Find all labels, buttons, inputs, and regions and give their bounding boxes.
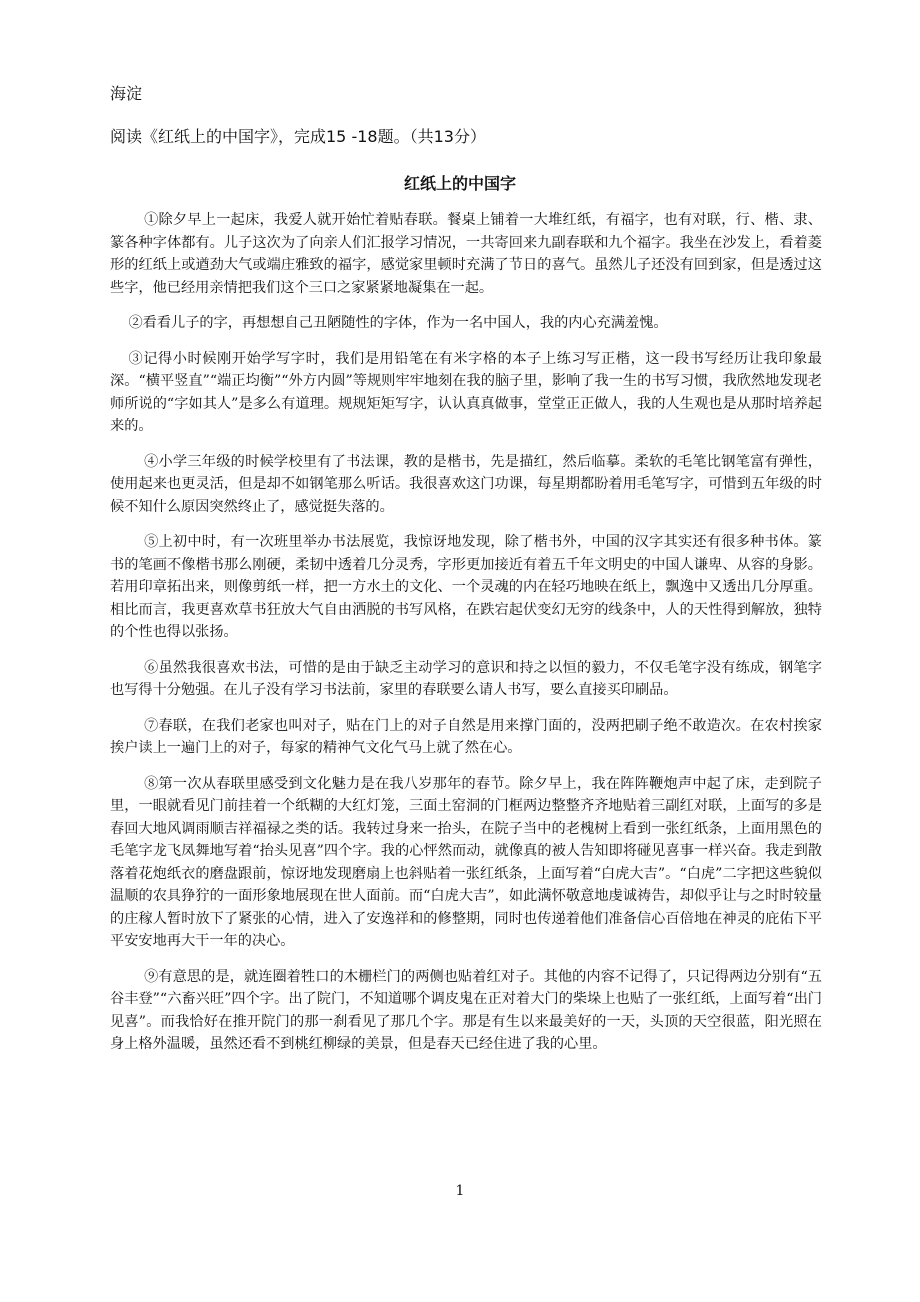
paragraph-9: ⑨有意思的是，就连圈着牲口的木栅栏门的两侧也贴着红对子。其他的内容不记得了，只记得两边分别有“五谷丰登”“六畜兴旺”四个字。出了院门，不知道哪个调皮鬼在正对着大门的柴垛上也贴了一张红纸，上面写着“出门见喜”。而我恰好在推开院门的那一刹看见了那几个字。那是有生以来最美好的一天，头顶的天空很蓝，阳光照在身上格外温暖，虽然还看不到桃红柳绿的美景，但是春天已经住进了我的心里。 (110, 968, 822, 1052)
paragraph-2: ②看看儿子的字，再想想自己丑陋随性的字体，作为一名中国人，我的内心充满羞愧。 (128, 315, 668, 331)
article-title: 红纸上的中国字 (403, 174, 516, 193)
paragraph-8: ⑧第一次从春联里感受到文化魅力是在我八岁那年的春节。除夕早上，我在阵阵鞭炮声中起了床，走到院子里，一眼就看见门前挂着一个纸糊的大红灯笼，三面土窑洞的门框两边整整齐齐地贴着三副红对联，上面写的多是春回大地风调雨顺吉祥福禄之类的话。我转过身来一抬头，在院子当中的老槐树上看到一张红纸条，上面用黑色的毛笔字龙飞凤舞地写着“抬头见喜”四个字。我的心怦然而动，就像真的被人告知即将碰见喜事一样兴奋。我走到散落着花炮纸衣的磨盘跟前，惊讶地发现磨扇上也斜贴着一张红纸条，上面写着“白虎大吉”。“白虎”二字把这些貌似温顺的农具狰狞的一面形象地展现在世人面前。而“白虎大吉”，如此满怀敬意地虔诚祷告，却似乎让与之时时较量的庄稼人暂时放下了紧张的心情，进入了安逸祥和的修整期，同时也传递着他们准备信心百倍地在神灵的庇佑下平平安安地再大干一年的决心。 (110, 775, 822, 949)
region-label: 海淀 (110, 84, 143, 103)
paragraph-6: ⑥虽然我很喜欢书法，可惜的是由于缺乏主动学习的意识和持之以恒的毅力，不仅毛笔字没有练成，钢笔字也写得十分勉强。在儿子没有学习书法前，家里的春联要么请人书写，要么直接买印刷品。 (110, 659, 822, 698)
question-instruction: 阅读《红纸上的中国字》，完成15 -18题。（共13分） (110, 127, 486, 146)
page-number: 1 (455, 1183, 465, 1199)
paragraph-3: ③记得小时候刚开始学写字时，我们是用铅笔在有米字格的本子上练习写正楷，这一段书写经历让我印象最深。“横平竖直”“端正均衡”“外方内圆”等规则牢牢地刻在我的脑子里，影响了我一生的书写习惯，我欣然地发现老师所说的“字如其人”是多么有道理。规规矩矩写字，认认真真做事，堂堂正正做人，我的人生观也是从那时培养起来的。 (110, 350, 822, 434)
paragraph-7: ⑦春联，在我们老家也叫对子，贴在门上的对子自然是用来撑门面的，没两把刷子绝不敢造次。在农村挨家挨户读上一遍门上的对子，每家的精神气文化气马上就了然在心。 (110, 717, 822, 756)
article-body (110, 209, 822, 1069)
paragraph-4: ④小学三年级的时候学校里有了书法课，教的是楷书，先是描红，然后临摹。柔软的毛笔比钢笔富有弹性，使用起来也更灵活，但是却不如钢笔那么听话。我很喜欢这门功课，每星期都盼着用毛笔写字，可惜到五年级的时候不知什么原因突然终止了，感觉挺失落的。 (110, 453, 822, 515)
paragraph-5: ⑤上初中时，有一次班里举办书法展览，我惊讶地发现，除了楷书外，中国的汉字其实还有很多种书体。篆书的笔画不像楷书那么刚硬，柔韧中透着几分灵秀，字形更加接近有着五千年文明史的中国人谦卑、从容的身影。若用印章拓出来，则像剪纸一样，把一方水土的文化、一个灵魂的内在轻巧地映在纸上，飘逸中又透出几分厚重。相比而言，我更喜欢草书狂放大气自由洒脱的书写风格，在跌宕起伏变幻无穷的线条中，人的天性得到解放，独特的个性也得以张扬。 (110, 534, 822, 640)
paragraph-1: ①除夕早上一起床，我爱人就开始忙着贴春联。餐桌上铺着一大堆红纸，有福字，也有对联，行、楷、隶、篆各种字体都有。儿子这次为了向亲人们汇报学习情况，一共寄回来九副春联和九个福字。我坐在沙发上，看着菱形的红纸上或遒劲大气或端庄雅致的福字，感觉家里顿时充满了节日的喜气。虽然儿子还没有回到家，但是透过这些字，他已经用亲情把我们这个三口之家紧紧地凝集在一起。 (110, 212, 822, 296)
